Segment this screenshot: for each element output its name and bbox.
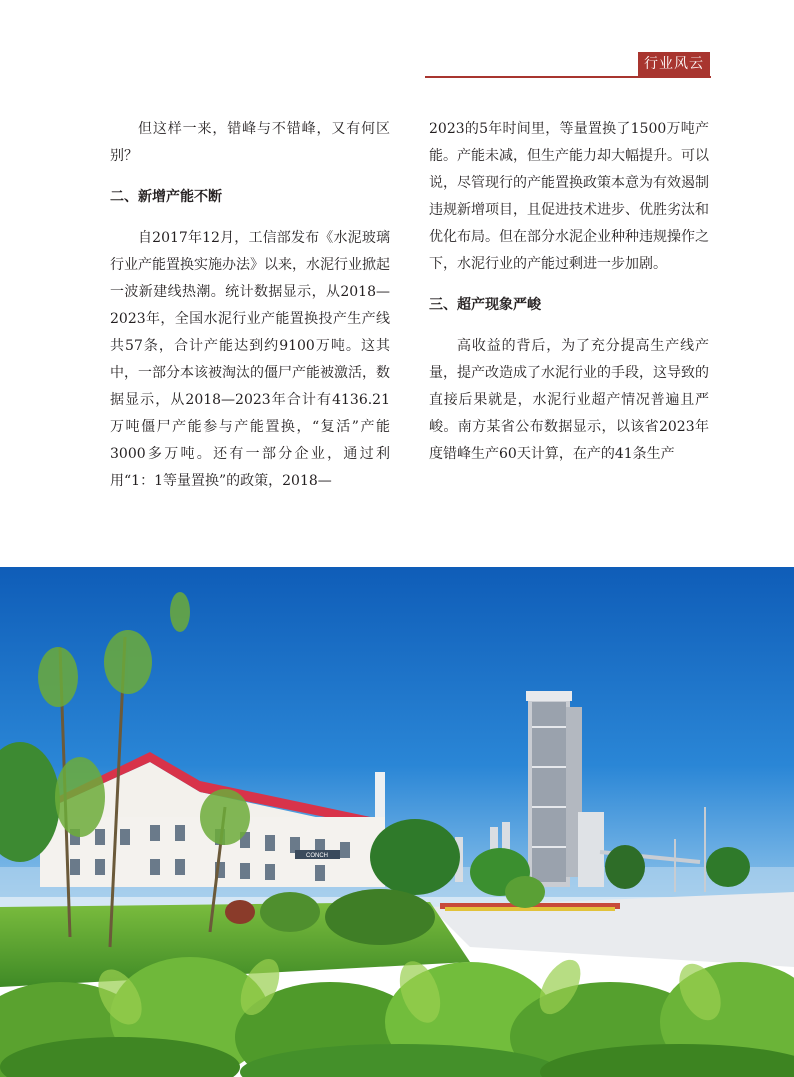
paragraph: 但这样一来，错峰与不错峰，又有何区别？ [110, 121, 390, 164]
paragraph: 2023的5年时间里，等量置换了1500万吨产能。产能未减，但生产能力却大幅提升。可以说，尽管现行的产能置换政策本意为有效遏制违规新增项目，且促进技术进步、优胜劣汰和优化布局。但在部分水泥企业种种违规操作之下，水泥行业的产能过剩进一步加剧。 [429, 121, 709, 272]
section-heading: 二、新增产能不断 [110, 189, 222, 205]
preheater-tower [526, 691, 582, 887]
building-sign: CONCH [306, 853, 328, 859]
left-column [110, 116, 390, 495]
section-heading: 三、超产现象严峻 [429, 297, 541, 313]
paragraph: 自2017年12月，工信部发布《水泥玻璃行业产能置换实施办法》以来，水泥行业掀起一波新建线热潮。统计数据显示，从2018—2023年，全国水泥行业产能置换投产生产线共57条，合计产能达到约9100万吨。这其中，一部分本该被淘汰的僵尸产能被激活，数据显示，从2018—2023年合计有4136.21万吨僵尸产能参与产能置换，“复活”产能3000多万吨。还有一部分企业，通过利用“1：1等量置换”的政策，2018— [110, 230, 390, 489]
foreground-foliage [0, 953, 794, 1077]
paragraph: 高收益的背后，为了充分提高生产线产量，提产改造成了水泥行业的手段，这导致的直接后果就是，水泥行业超产情况普遍且严峻。南方某省公布数据显示，以该省2023年度错峰生产60天计算，在产的41条生产 [429, 338, 709, 462]
right-column [429, 116, 709, 468]
cement-plant-photo [0, 567, 794, 1077]
section-tag: 行业风云 [638, 52, 710, 77]
header-rule [425, 76, 711, 78]
